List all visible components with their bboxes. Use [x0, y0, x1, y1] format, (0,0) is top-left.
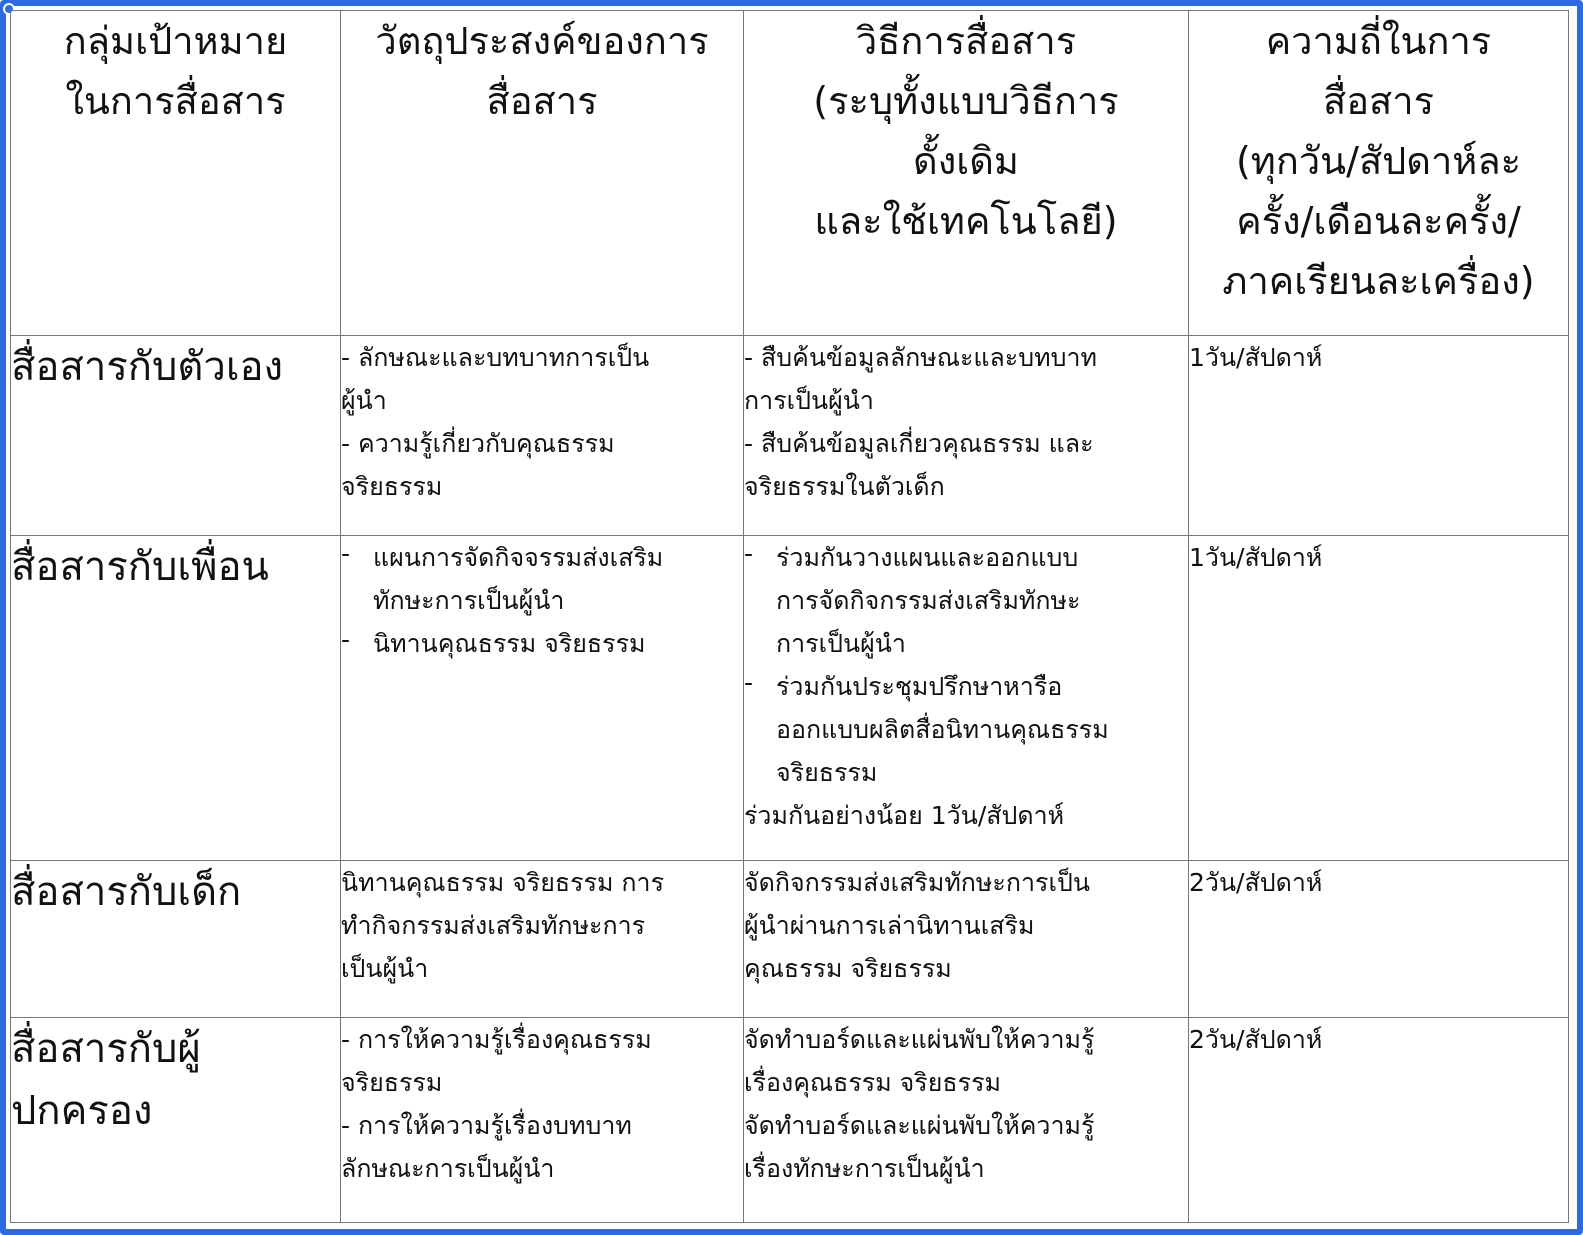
objective-cell: [341, 861, 744, 1018]
header-objective: วัตถุประสงค์ของการ สื่อสาร: [341, 11, 744, 336]
method-line: จัดทำบอร์ดและแผ่นพับให้ความรู้: [744, 1025, 1095, 1054]
group-cell: [11, 536, 341, 861]
method-note: ร่วมกันอย่างน้อย 1วัน/สัปดาห์: [744, 801, 1065, 830]
objective-bullet-list: [341, 536, 743, 665]
table-row: [11, 336, 1569, 536]
method-line: จัดทำบอร์ดและแผ่นพับให้ความรู้: [744, 1111, 1095, 1140]
objective-line: ลักษณะการเป็นผู้นำ: [341, 1154, 555, 1183]
bullet-dash: -: [744, 668, 754, 697]
header-row: [11, 11, 1569, 336]
frequency-value: 1วัน/สัปดาห์: [1189, 343, 1323, 372]
list-item: [744, 536, 1188, 665]
frequency-value: 2วัน/สัปดาห์: [1189, 1025, 1323, 1054]
bullet-dash: -: [341, 625, 351, 654]
method-line: - สืบค้นข้อมูลลักษณะและบทบาท: [744, 343, 1097, 372]
method-cell: [744, 1018, 1189, 1223]
objective-line: จริยธรรม: [341, 472, 443, 501]
objective-line: แผนการจัดกิจจรรมส่งเสริม: [373, 543, 664, 572]
objective-line: ทักษะการเป็นผู้นำ: [373, 586, 565, 615]
objective-cell: [341, 1018, 744, 1223]
frequency-value: 1วัน/สัปดาห์: [1189, 543, 1323, 572]
table-row: [11, 1018, 1569, 1223]
group-label: สื่อสารกับเพื่อน: [11, 544, 269, 590]
method-line: จริยธรรม: [776, 758, 878, 787]
method-line: เรื่องคุณธรรม จริยธรรม: [744, 1068, 1001, 1097]
method-line: จริยธรรมในตัวเด็ก: [744, 472, 945, 501]
group-cell: [11, 336, 341, 536]
objective-cell: [341, 336, 744, 536]
objective-line: - การให้ความรู้เรื่องคุณธรรม: [341, 1025, 652, 1054]
objective-line: นิทานคุณธรรม จริยธรรม: [373, 629, 646, 658]
frequency-value: 2วัน/สัปดาห์: [1189, 868, 1323, 897]
objective-line: - ลักษณะและบทบาทการเป็น: [341, 343, 650, 372]
method-line: ผู้นำผ่านการเล่านิทานเสริม: [744, 911, 1035, 940]
method-cell: [744, 336, 1189, 536]
method-cell: [744, 861, 1189, 1018]
method-line: การเป็นผู้นำ: [744, 386, 874, 415]
method-line: การจัดกิจกรรมส่งเสริมทักษะ: [776, 586, 1081, 615]
bullet-dash: -: [744, 539, 754, 568]
group-label: สื่อสารกับเด็ก: [11, 869, 242, 915]
frequency-cell: [1189, 1018, 1569, 1223]
group-cell: [11, 1018, 341, 1223]
method-line: ร่วมกันประชุมปรึกษาหารือ: [776, 672, 1063, 701]
list-item: [341, 536, 743, 622]
table-row: [11, 536, 1569, 861]
frequency-cell: [1189, 861, 1569, 1018]
method-line: เรื่องทักษะการเป็นผู้นำ: [744, 1154, 985, 1183]
list-item: [744, 665, 1188, 794]
objective-line: นิทานคุณธรรม จริยธรรม การ: [341, 868, 665, 897]
group-cell: [11, 861, 341, 1018]
header-target-group: กลุ่มเป้าหมาย ในการสื่อสาร: [11, 11, 341, 336]
objective-line: จริยธรรม: [341, 1068, 443, 1097]
method-line: ออกแบบผลิตสื่อนิทานคุณธรรม: [776, 715, 1109, 744]
communication-plan-table: [10, 10, 1569, 1223]
header-frequency: ความถี่ในการ สื่อสาร (ทุกวัน/สัปดาห์ละ ครั้ง/เดือนละครั้ง/ ภาคเรียนละเครื่อง): [1189, 11, 1569, 336]
frequency-cell: [1189, 536, 1569, 861]
frequency-cell: [1189, 336, 1569, 536]
group-label: สื่อสารกับผู้: [11, 1026, 201, 1072]
objective-cell: [341, 536, 744, 861]
group-label: ปกครอง: [11, 1088, 153, 1134]
method-cell: [744, 536, 1189, 861]
objective-line: - การให้ความรู้เรื่องบทบาท: [341, 1111, 632, 1140]
method-line: การเป็นผู้นำ: [776, 629, 906, 658]
objective-line: เป็นผู้นำ: [341, 954, 429, 983]
objective-line: - ความรู้เกี่ยวกับคุณธรรม: [341, 429, 615, 458]
table-row: [11, 861, 1569, 1018]
bullet-dash: -: [341, 539, 351, 568]
method-bullet-list: [744, 536, 1188, 794]
method-line: - สืบค้นข้อมูลเกี่ยวคุณธรรม และ: [744, 429, 1094, 458]
method-line: ร่วมกันวางแผนและออกแบบ: [776, 543, 1079, 572]
list-item: [341, 622, 743, 665]
method-line: คุณธรรม จริยธรรม: [744, 954, 952, 983]
header-method: วิธีการสื่อสาร (ระบุทั้งแบบวิธีการ ดั้งเดิม และใช้เทคโนโลยี): [744, 11, 1189, 336]
method-line: จัดกิจกรรมส่งเสริมทักษะการเป็น: [744, 868, 1090, 897]
objective-line: ทำกิจกรรมส่งเสริมทักษะการ: [341, 911, 646, 940]
objective-line: ผู้นำ: [341, 386, 387, 415]
group-label: สื่อสารกับตัวเอง: [11, 344, 284, 390]
